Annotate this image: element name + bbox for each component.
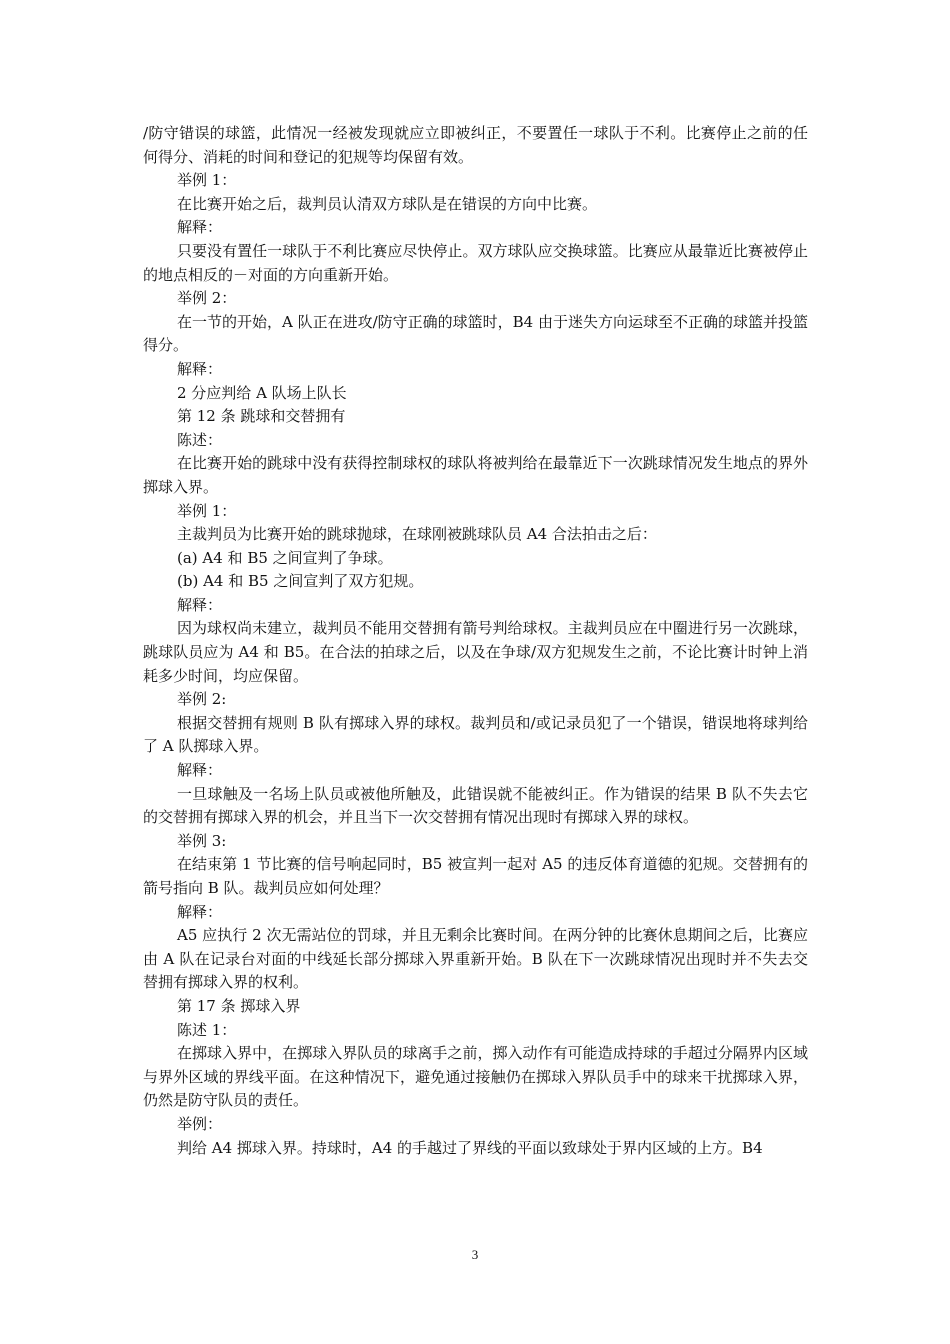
paragraph: 只要没有置任一球队于不利比赛应尽快停止。双方球队应交换球篮。比赛应从最靠近比赛被停止的地点相反的－对面的方向重新开始。: [143, 241, 808, 284]
paragraph: 因为球权尚未建立，裁判员不能用交替拥有箭号判给球权。主裁判员应在中圈进行另一次跳球，跳球队员应为 A4 和 B5。在合法的拍球之后，以及在争球/双方犯规发生之前，不论比赛计时钟上消耗多少时间，均应保留。: [143, 619, 808, 685]
paragraph: 第 12 条 跳球和交替拥有: [177, 407, 346, 426]
paragraph: 主裁判员为比赛开始的跳球抛球，在球刚被跳球队员 A4 合法拍击之后：: [177, 525, 657, 544]
paragraph: 解释：: [177, 761, 223, 780]
page-number: 3: [471, 1247, 479, 1262]
paragraph: 解释：: [177, 359, 223, 378]
paragraph: (b) A4 和 B5 之间宣判了双方犯规。: [177, 572, 424, 591]
paragraph: 举例 2:: [177, 690, 227, 709]
paragraph: /防守错误的球篮，此情况一经被发现就应立即被纠正，不要置任一球队于不利。比赛停止之前的任何得分、消耗的时间和登记的犯规等均保留有效。: [143, 124, 808, 166]
paragraph: 解释：: [177, 595, 223, 614]
paragraph: 判给 A4 掷球入界。持球时，A4 的手越过了界线的平面以致球处于界内区域的上方。B4: [177, 1138, 763, 1157]
paragraph: 在比赛开始之后，裁判员认清双方球队是在错误的方向中比赛。: [177, 194, 598, 213]
paragraph: 一旦球触及一名场上队员或被他所触及，此错误就不能被纠正。作为错误的结果 B 队不失去它的交替拥有掷球入界的机会，并且当下一次交替拥有情况出现时有掷球入界的球权。: [143, 784, 808, 827]
document-body: [143, 122, 808, 1160]
paragraph: 举例：: [177, 1114, 223, 1133]
paragraph: 陈述：: [177, 430, 223, 449]
paragraph: 陈述 1：: [177, 1020, 237, 1039]
paragraph: 2 分应判给 A 队场上队长: [177, 383, 347, 402]
paragraph: 解释：: [177, 218, 223, 237]
paragraph: 举例 3:: [177, 831, 227, 850]
paragraph: 举例 2：: [177, 289, 237, 308]
paragraph: 第 17 条 掷球入界: [177, 996, 301, 1015]
paragraph: 举例 1：: [177, 501, 237, 520]
paragraph: 举例 1：: [177, 171, 237, 190]
paragraph: 在结束第 1 节比赛的信号响起同时，B5 被宣判一起对 A5 的违反体育道德的犯规。交替拥有的箭号指向 B 队。裁判员应如何处理？: [143, 855, 808, 897]
paragraph: 解释：: [177, 902, 223, 921]
paragraph: 在比赛开始的跳球中没有获得控制球权的球队将被判给在最靠近下一次跳球情况发生地点的界外掷球入界。: [143, 454, 808, 496]
paragraph: A5 应执行 2 次无需站位的罚球，并且无剩余比赛时间。在两分钟的比赛休息期间之后，比赛应由 A 队在记录台对面的中线延长部分掷球入界重新开始。B 队在下一次跳球情况出现时并不失去交替拥有掷球入界的权利。: [143, 926, 808, 992]
paragraph: 根据交替拥有规则 B 队有掷球入界的球权。裁判员和/或记录员犯了一个错误，错误地将球判给了 A 队掷球入界。: [143, 713, 808, 756]
paragraph: 在掷球入界中，在掷球入界队员的球离手之前，掷入动作有可能造成持球的手超过分隔界内区域与界外区域的界线平面。在这种情况下，避免通过接触仍在掷球入界队员手中的球来干扰掷球入界，仍然是防守队员的责任。: [143, 1044, 808, 1110]
paragraph: (a) A4 和 B5 之间宣判了争球。: [177, 548, 393, 567]
paragraph: 在一节的开始，A 队正在进攻/防守正确的球篮时，B4 由于迷失方向运球至不正确的球篮并投篮得分。: [143, 312, 808, 355]
